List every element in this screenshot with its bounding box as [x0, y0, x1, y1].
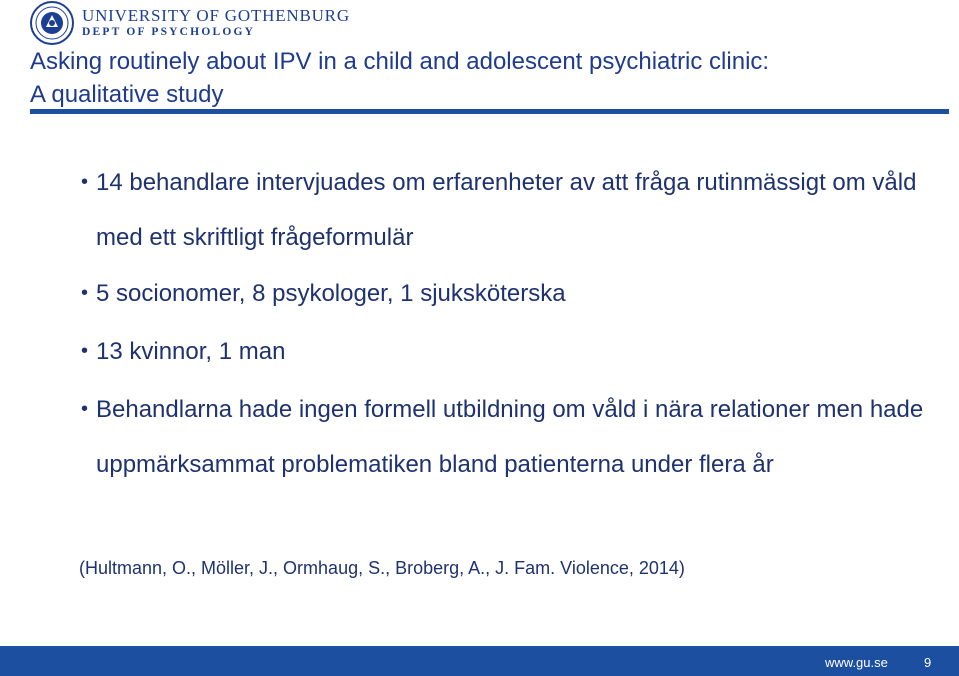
bullet-text: Behandlarna hade ingen formell utbildning om våld i nära relationer men hade uppmärksammat problematiken bland patienterna under flera år	[96, 396, 924, 478]
footer-url-link[interactable]: www.gu.se	[825, 655, 888, 670]
slide-title-line-1: Asking routinely about IPV in a child and adolescent psychiatric clinic:	[30, 48, 770, 75]
department-name: DEPT OF PSYCHOLOGY	[82, 26, 256, 38]
university-name: UNIVERSITY OF GOTHENBURG	[82, 6, 350, 25]
bullet-icon: •	[81, 282, 89, 304]
slide-title-line-2: A qualitative study	[30, 81, 224, 108]
bullet-icon: •	[81, 398, 89, 420]
footer-bar	[0, 646, 959, 676]
page-number: 9	[924, 655, 932, 670]
bullet-item	[77, 155, 937, 265]
bullet-text: 14 behandlare intervjuades om erfarenheter av att fråga rutinmässigt om våld med ett skriftligt frågeformulär	[96, 169, 917, 251]
reference-citation: (Hultmann, O., Möller, J., Ormhaug, S., Broberg, A., J. Fam. Violence, 2014)	[79, 558, 685, 578]
bullet-text: 13 kvinnor, 1 man	[96, 338, 286, 365]
bullet-text: 5 socionomer, 8 psykologer, 1 sjuksköterska	[96, 280, 566, 307]
slide-header	[0, 0, 959, 46]
bullet-item	[77, 382, 937, 492]
bullet-icon: •	[81, 340, 89, 362]
bullet-item	[77, 324, 937, 379]
university-seal-icon	[30, 1, 74, 45]
title-divider	[30, 109, 949, 114]
bullet-item	[77, 266, 937, 321]
bullet-icon: •	[81, 171, 89, 193]
slide-title	[30, 45, 950, 111]
